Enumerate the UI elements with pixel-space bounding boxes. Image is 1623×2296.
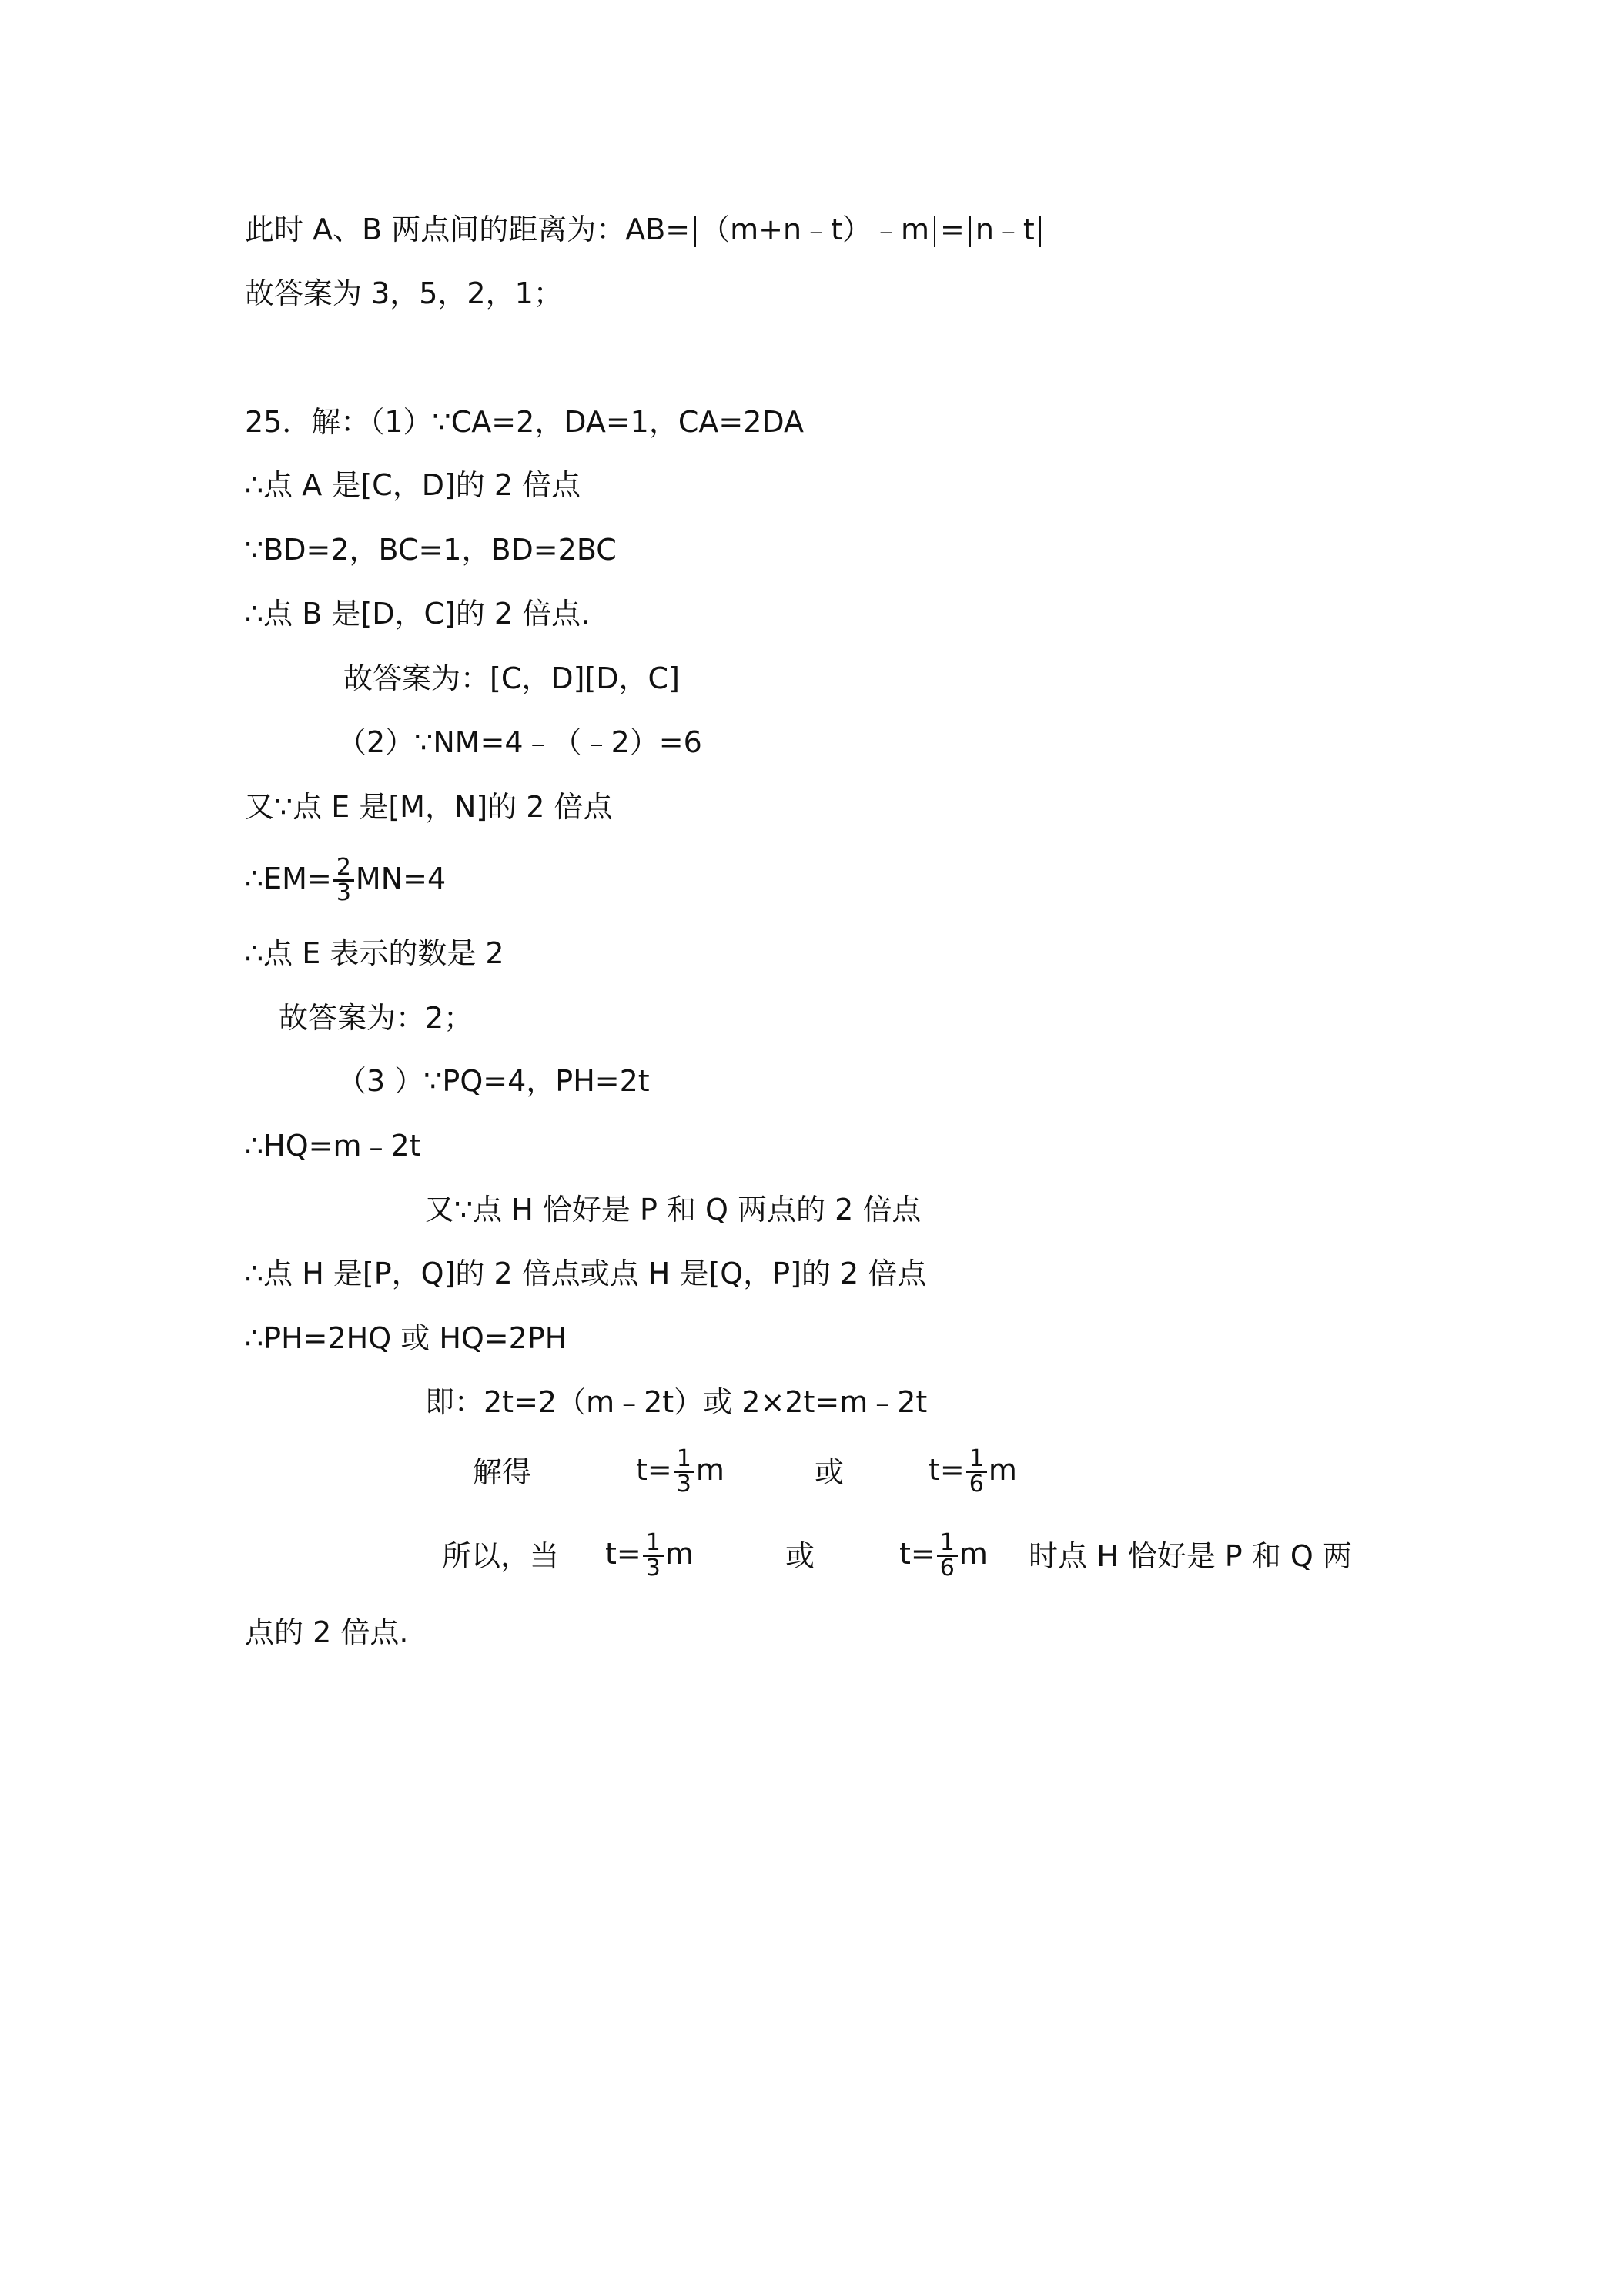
m-suffix: m xyxy=(988,1453,1017,1487)
fraction-denominator: 3 xyxy=(676,1471,691,1498)
fraction-one-sixth xyxy=(966,1445,987,1498)
solution-line: ∴点 H 是[P，Q]的 2 倍点或点 H 是[Q，P]的 2 倍点 xyxy=(245,1257,927,1290)
distance-text: 此时 A、B 两点间的距离为：AB= xyxy=(245,213,691,246)
fraction-denominator: 3 xyxy=(645,1555,661,1581)
fraction-numerator: 1 xyxy=(966,1448,987,1473)
conclusion-end-line: 点的 2 倍点. xyxy=(245,1615,409,1649)
fraction-numerator: 1 xyxy=(643,1531,664,1557)
solution-line-fraction xyxy=(245,856,446,905)
t-prefix: t= xyxy=(929,1453,965,1487)
distance-expr: （m+n﹣t）﹣m xyxy=(701,213,929,246)
abs-bar xyxy=(934,216,935,247)
fraction-numerator: 1 xyxy=(674,1448,694,1473)
t-solution-2 xyxy=(929,1445,1017,1498)
fraction-denominator: 6 xyxy=(969,1471,984,1498)
or-word: 或 xyxy=(785,1539,815,1573)
solution-line: 又∵点 H 恰好是 P 和 Q 两点的 2 倍点 xyxy=(425,1193,922,1227)
solution-line: ∴PH=2HQ 或 HQ=2PH xyxy=(245,1321,567,1355)
t-solution-1 xyxy=(636,1445,724,1498)
t-prefix: t= xyxy=(636,1453,672,1487)
m-suffix: m xyxy=(695,1453,724,1487)
fraction-numerator: 1 xyxy=(937,1531,958,1557)
fraction-denominator: 6 xyxy=(939,1555,955,1581)
solution-line: ∴点 B 是[D，C]的 2 倍点. xyxy=(245,597,591,631)
solution-line: ∴HQ=m﹣2t xyxy=(245,1129,421,1163)
abs-bar xyxy=(969,216,971,247)
solution-line: 即：2t=2（m﹣2t）或 2×2t=m﹣2t xyxy=(425,1385,928,1419)
solution-line: ∴点 A 是[C，D]的 2 倍点 xyxy=(245,468,581,502)
solution-line: ∵BD=2，BC=1，BD=2BC xyxy=(245,533,617,567)
fraction-numerator: 2 xyxy=(333,856,354,882)
abs-bar xyxy=(694,216,696,247)
conclusion-line xyxy=(0,1529,1623,1590)
fraction-one-third xyxy=(674,1445,694,1498)
m-suffix: m xyxy=(959,1537,988,1571)
solution-line: 又∵点 E 是[M，N]的 2 倍点 xyxy=(245,790,613,824)
problem-25-heading: 25．解：（1）∵CA=2，DA=1，CA=2DA xyxy=(245,405,804,439)
conclusion-tail: 时点 H 恰好是 P 和 Q 两 xyxy=(1029,1539,1352,1573)
fraction-one-third xyxy=(643,1531,664,1580)
solve-result-line xyxy=(0,1445,1623,1506)
answer-line: 故答案为：[C，D][D，C] xyxy=(343,661,680,695)
equals-sign: = xyxy=(940,213,965,246)
solution-line-distance xyxy=(245,209,1046,249)
fraction-denominator: 3 xyxy=(336,879,351,906)
answer-line-24: 故答案为 3，5，2，1； xyxy=(245,276,563,310)
t-prefix: t= xyxy=(605,1537,641,1571)
abs-bar xyxy=(1039,216,1041,247)
conclusion-label: 所以，当 xyxy=(442,1539,560,1573)
part-3-heading: （3 ）∵PQ=4，PH=2t xyxy=(337,1064,650,1098)
or-word: 或 xyxy=(815,1455,845,1489)
solve-label: 解得 xyxy=(473,1455,532,1489)
em-prefix: ∴EM= xyxy=(245,862,332,895)
fraction-one-sixth xyxy=(937,1531,958,1580)
m-suffix: m xyxy=(664,1537,694,1571)
mn-suffix: MN=4 xyxy=(355,862,447,895)
fraction-two-thirds xyxy=(333,856,354,905)
solution-line: ∴点 E 表示的数是 2 xyxy=(245,936,504,970)
t-solution-1 xyxy=(605,1531,694,1580)
t-prefix: t= xyxy=(899,1537,935,1571)
part-2-heading: （2）∵NM=4﹣（﹣2）=6 xyxy=(337,725,702,759)
answer-line: 故答案为：2； xyxy=(279,1001,474,1035)
t-solution-2 xyxy=(899,1531,988,1580)
distance-result: n﹣t xyxy=(975,213,1035,246)
